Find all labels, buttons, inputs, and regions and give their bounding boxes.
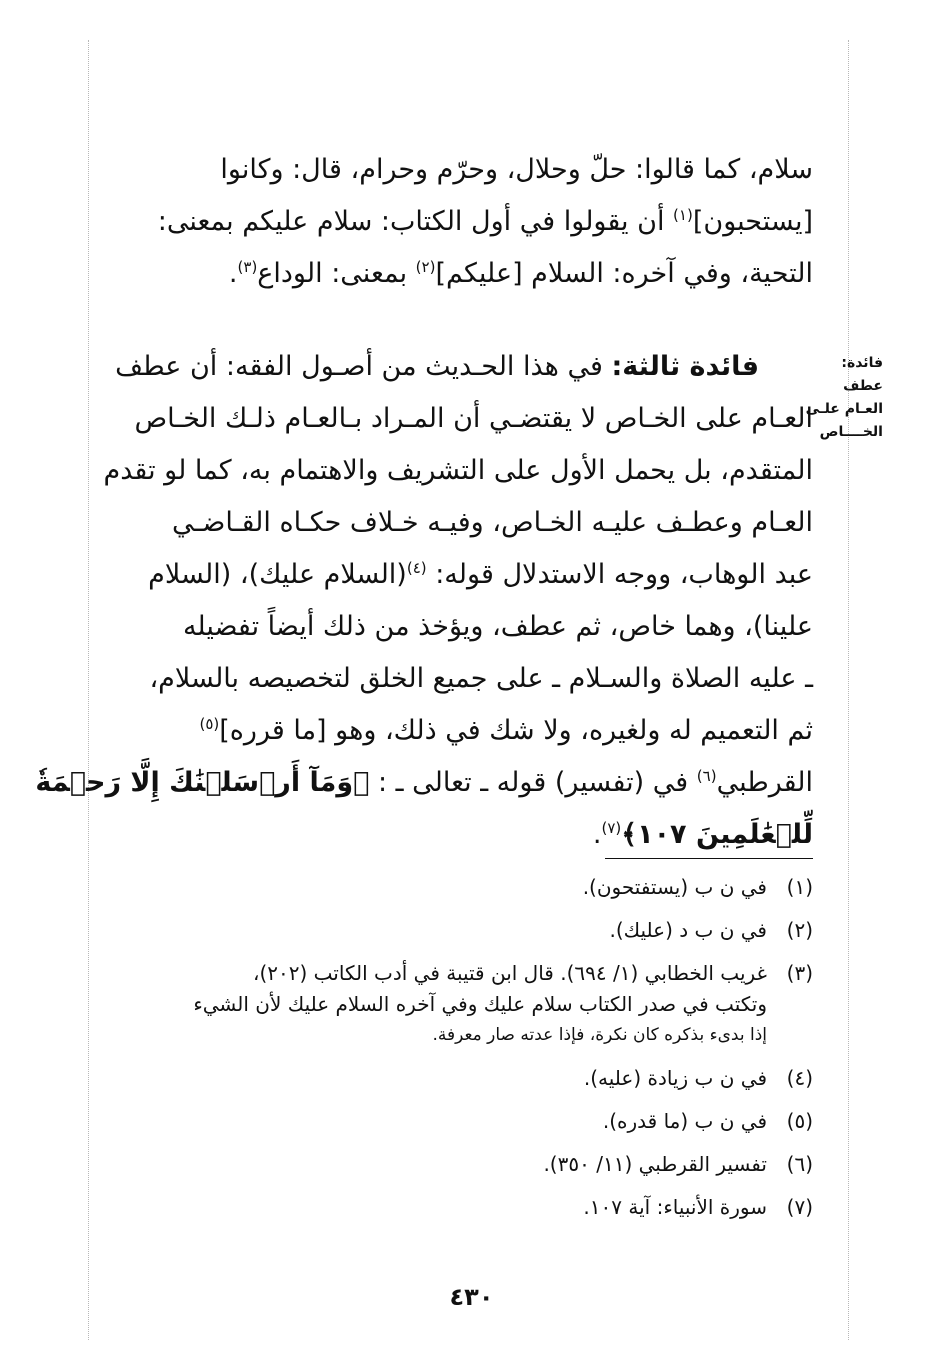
text-line: علينا)، وهما خاص، ثم عطف، ويؤخذ من ذلك أيضاً تفضيله <box>182 611 813 642</box>
benefit-paragraph <box>35 341 813 861</box>
text-line <box>113 705 813 757</box>
footnote-ref[interactable]: (٤) <box>406 559 427 577</box>
text-span: في (تفسير) قوله ـ تعالى ـ : <box>369 767 697 798</box>
footnote-text <box>113 958 767 1051</box>
text-span: بمعنى: الوداع <box>257 258 416 289</box>
footnote-line: في ن ب (ما قدره). <box>602 1109 767 1133</box>
text-line: العـام على الخـاص لا يقتضـي أن المـراد بـالعـام ذلـك الخـاص <box>134 403 813 434</box>
footnote-line: في ن ب د (عليك). <box>609 918 767 942</box>
footnote-ref[interactable]: (٢) <box>415 258 436 276</box>
footnote-item <box>113 915 813 946</box>
footnote-number: (٢) <box>786 918 813 942</box>
footnote-line: تفسير القرطبي (١١/ ٣٥٠). <box>543 1152 767 1176</box>
footnote-line: سورة الأنبياء: آية ١٠٧. <box>583 1195 767 1219</box>
text-span: القرطبي <box>716 767 813 798</box>
footnote-line: في ن ب زيادة (عليه). <box>583 1066 767 1090</box>
page-number: ٤٣٠ <box>449 1283 494 1311</box>
footnote-text <box>113 1106 767 1137</box>
margin-note-line: الخــــاص <box>819 424 883 440</box>
footnote-number: (٤) <box>786 1066 813 1090</box>
text-line <box>113 248 813 300</box>
footnote-line: غريب الخطابي (١/ ٦٩٤). قال ابن قتيبة في أدب الكاتب (٢٠٢)، <box>252 961 767 985</box>
footnote-item <box>113 1106 813 1137</box>
footnote-text <box>113 1192 767 1223</box>
text-line <box>113 144 813 196</box>
text-line <box>35 757 813 809</box>
text-line <box>113 809 813 861</box>
footnote-line: في ن ب (يستفتحون). <box>582 875 767 899</box>
footnote-item <box>113 1192 813 1223</box>
footnote-number: (١) <box>786 875 813 899</box>
section-heading: فائدة ثالثة: <box>611 351 759 382</box>
text-line: ـ عليه الصلاة والسـلام ـ على جميع الخلق لتخصيصه بالسلام، <box>149 663 813 694</box>
text-span: . <box>592 819 602 850</box>
footnote-text <box>113 1149 767 1180</box>
footnote-number: (٦) <box>786 1152 813 1176</box>
footnote-separator <box>605 858 813 859</box>
footnote-item <box>113 1063 813 1094</box>
footnote-text <box>113 915 767 946</box>
text-span: عبد الوهاب، ووجه الاستدلال قوله: <box>426 559 813 590</box>
footnote-item <box>113 958 813 1051</box>
footnote-number: (٧) <box>786 1195 813 1219</box>
text-line: العـام وعطـف عليـه الخـاص، وفيـه خـلاف حكـاه القـاضـي <box>172 507 813 538</box>
quran-verse: لِّلۡعَٰلَمِينَ ١٠٧﴾ <box>621 819 813 850</box>
footnote-item <box>113 872 813 903</box>
footnote-ref[interactable]: (٣) <box>237 258 258 276</box>
text-line <box>113 196 813 248</box>
text-span: التحية، وفي آخره: السلام [عليكم] <box>435 258 813 289</box>
text-line: المتقدم، بل يحمل الأول على التشريف والاهتمام به، كما لو تقدم <box>103 455 813 486</box>
footnote-number: (٣) <box>786 961 813 985</box>
footnote-ref[interactable]: (٧) <box>601 819 622 837</box>
footnote-ref[interactable]: (٥) <box>199 715 220 733</box>
text-line <box>113 549 813 601</box>
footnote-ref[interactable]: (١) <box>673 206 693 224</box>
footnote-text <box>113 872 767 903</box>
text-span: سلام، كما قالوا: حلّ وحلال، وحرّم وحرام، قال: وكانوا <box>220 154 813 185</box>
footnote-number: (٥) <box>786 1109 813 1133</box>
margin-note-line: العـام علـى <box>805 401 883 417</box>
quran-verse: ﴿وَمَآ أَرۡسَلۡنَٰكَ إِلَّا رَحۡمَةٗ <box>35 767 370 798</box>
footnote-text <box>113 1063 767 1094</box>
footnote-ref[interactable]: (٦) <box>696 767 717 785</box>
text-span: . <box>228 258 238 289</box>
footnote-line: وتكتب في صدر الكتاب سلام عليك وفي آخره السلام عليك لأن الشيء <box>193 992 767 1016</box>
footnote-item <box>113 1149 813 1180</box>
intro-paragraph <box>113 144 813 300</box>
scan-dotted-line <box>88 40 89 1340</box>
margin-note-line: فائدة: عطف <box>841 355 883 394</box>
text-span: أن يقولوا في أول الكتاب: سلام عليكم بمعنى: <box>157 206 674 237</box>
text-span: (السلام عليك)، (السلام <box>148 559 407 590</box>
text-span: ثم التعميم له ولغيره، ولا شك في ذلك، وهو [ما قرره] <box>219 715 813 746</box>
text-span: في هذا الحـديث من أصـول الفقه: أن عطف <box>115 351 612 382</box>
text-span: [يستحبون] <box>692 206 813 237</box>
text-line <box>113 341 813 393</box>
footnotes <box>113 872 813 1235</box>
scan-dotted-line <box>848 40 849 1340</box>
footnote-line: إذا بدىء بذكره كان نكرة، فإذا عدته صار معرفة. <box>432 1025 767 1045</box>
